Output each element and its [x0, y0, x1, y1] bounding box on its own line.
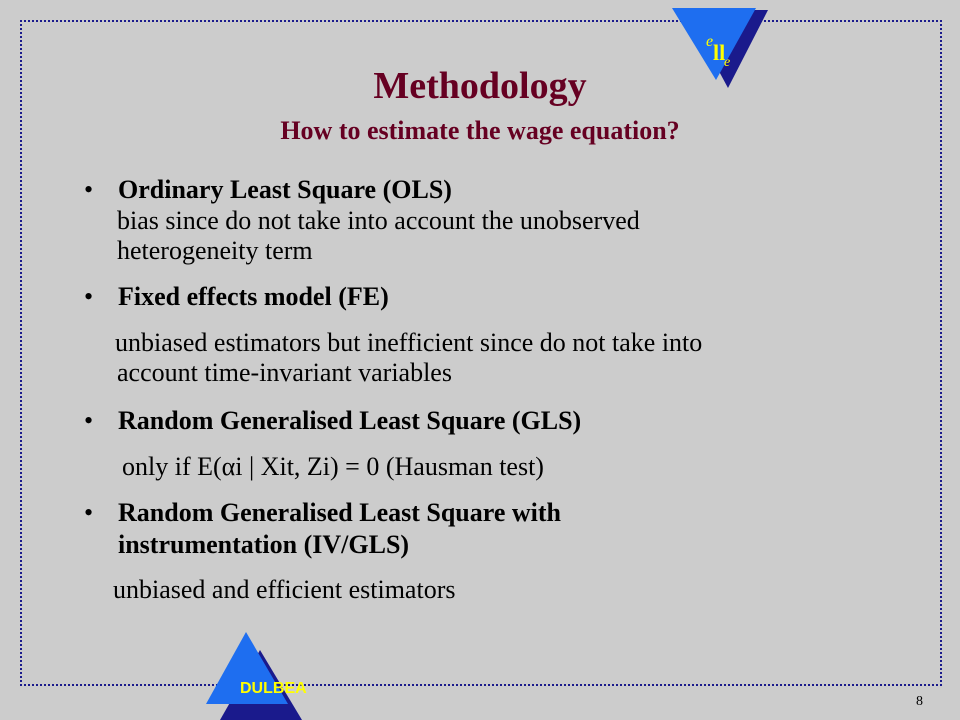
bullet-dot: •	[84, 406, 94, 435]
text-line: heterogeneity term	[117, 236, 313, 265]
logo-bottom-text: DULBEA	[240, 680, 307, 697]
text-line: only if E(αi | Xit, Zi) = 0 (Hausman test)	[122, 452, 544, 481]
bullet-label	[118, 497, 561, 561]
bullet-ols-text	[117, 206, 640, 266]
svg-text:e: e	[706, 33, 714, 50]
slide-subtitle: How to estimate the wage equation?	[280, 116, 680, 145]
svg-text:e: e	[724, 55, 731, 70]
slide-title: Methodology	[373, 65, 587, 107]
bullet-ivgls	[84, 497, 561, 561]
label-line: Random Generalised Least Square with	[118, 498, 561, 527]
bullet-label: Ordinary Least Square (OLS)	[118, 175, 452, 204]
bullet-label: Fixed effects model (FE)	[118, 282, 389, 311]
bullet-dot: •	[84, 498, 94, 527]
bullet-fe-text	[115, 328, 702, 388]
logo-bottom-icon	[206, 632, 346, 720]
text-line: unbiased and efficient estimators	[113, 575, 456, 604]
page-number: 8	[916, 694, 923, 709]
bullet-fe	[84, 282, 389, 312]
svg-text:ll: ll	[713, 40, 726, 65]
bullet-label: Random Generalised Least Square (GLS)	[118, 406, 582, 435]
text-line: account time-invariant variables	[117, 358, 452, 387]
bullet-ivgls-text	[113, 575, 455, 605]
text-line: unbiased estimators but inefficient since do not take into	[115, 328, 703, 357]
bullet-gls	[84, 406, 581, 436]
bullet-gls-text	[122, 452, 544, 482]
bullet-dot: •	[84, 175, 94, 204]
label-line: instrumentation (IV/GLS)	[118, 530, 410, 559]
bullet-ols	[84, 175, 452, 205]
text-line: bias since do not take into account the unobserved	[117, 206, 640, 235]
bullet-dot: •	[84, 282, 94, 311]
